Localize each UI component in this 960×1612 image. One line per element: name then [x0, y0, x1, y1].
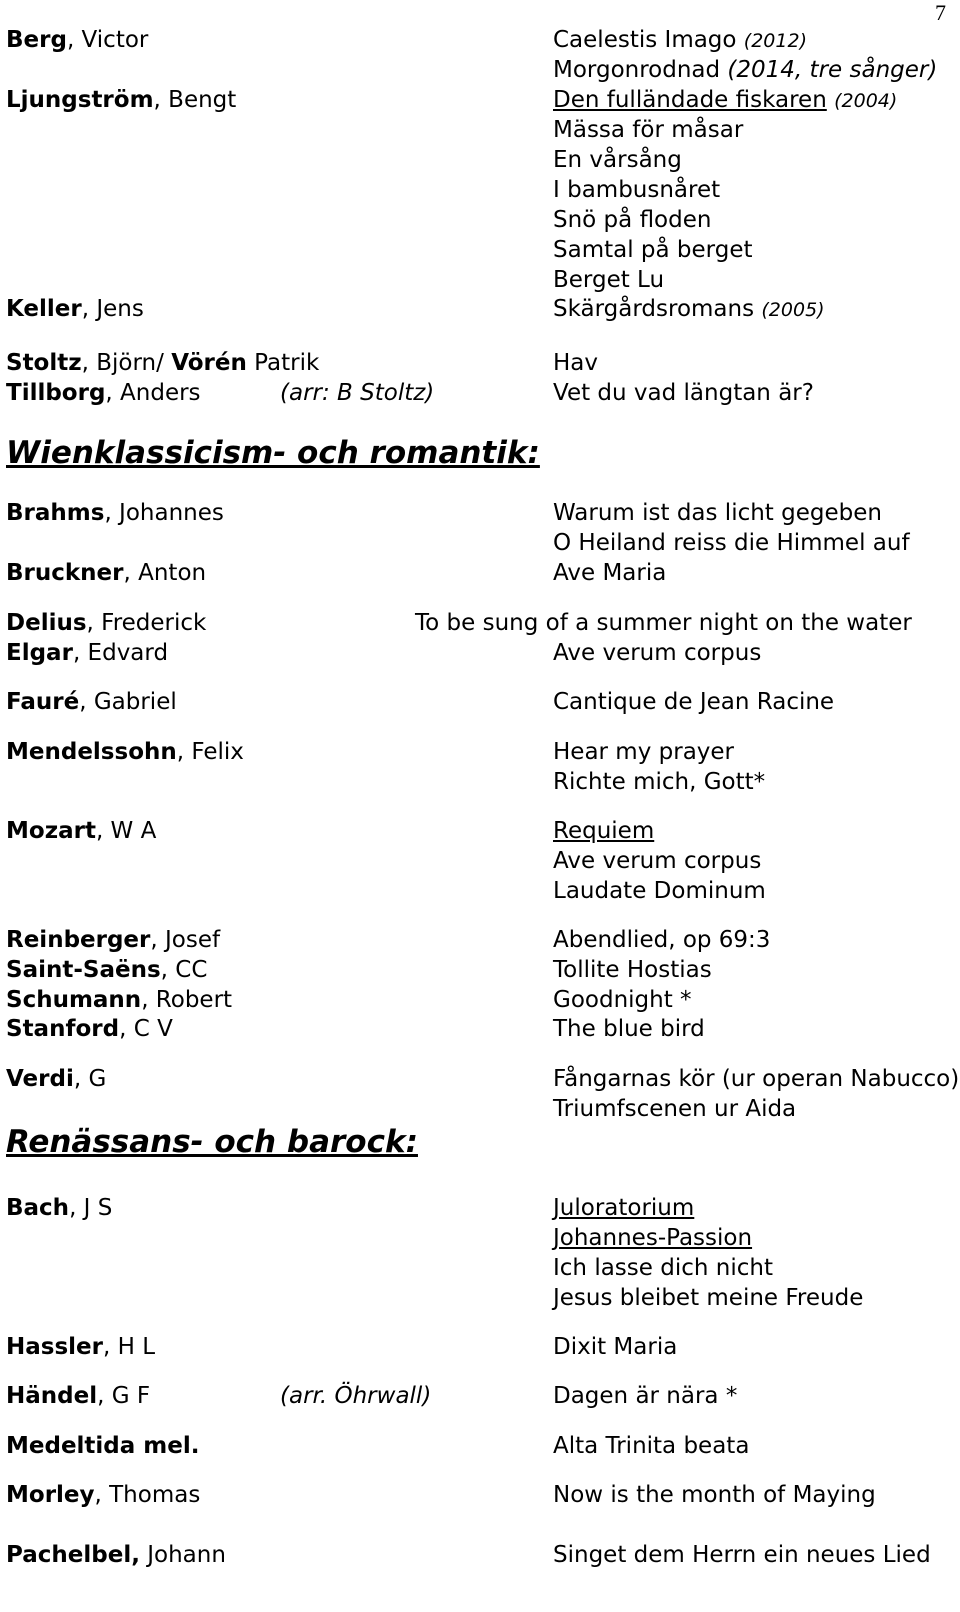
page-number: 7	[935, 0, 946, 25]
composer-pachelbel: Pachelbel, Johann	[6, 1542, 226, 1568]
work-requiem: Requiem	[553, 818, 655, 844]
composer-elgar: Elgar, Edvard	[6, 640, 169, 666]
section-heading-renassans: Renässans- och barock:	[6, 1124, 418, 1160]
work-ich-lasse-dich-nicht: Ich lasse dich nicht	[553, 1255, 773, 1281]
work-now-is-the-month: Now is the month of Maying	[553, 1482, 876, 1508]
arranger-note-ohrwall: (arr. Öhrwall)	[280, 1383, 432, 1409]
composer-ljungstrom: Ljungström, Bengt	[6, 87, 237, 113]
work-dagen-ar-nara: Dagen är nära *	[553, 1383, 738, 1409]
work-skargardsromans: Skärgårdsromans (2005)	[553, 296, 825, 322]
composer-morley: Morley, Thomas	[6, 1482, 201, 1508]
work-caelestis-imago: Caelestis Imago (2012)	[553, 27, 807, 53]
composer-hassler: Hassler, H L	[6, 1334, 156, 1360]
work-alta-trinita-beata: Alta Trinita beata	[553, 1433, 750, 1459]
work-laudate-dominum: Laudate Dominum	[553, 878, 766, 904]
composer-tillborg: Tillborg, Anders	[6, 380, 201, 406]
composer-delius: Delius, Frederick	[6, 610, 207, 636]
composer-bach: Bach, J S	[6, 1195, 113, 1221]
composer-schumann: Schumann, Robert	[6, 987, 233, 1013]
work-tollite-hostias: Tollite Hostias	[553, 957, 712, 983]
work-juloratorium: Juloratorium	[553, 1195, 695, 1221]
work-i-bambusnaret: I bambusnåret	[553, 177, 721, 203]
work-warum-ist-das-licht: Warum ist das licht gegeben	[553, 500, 882, 526]
composer-faure: Fauré, Gabriel	[6, 689, 177, 715]
arranger-note-stoltz: (arr: B Stoltz)	[280, 380, 435, 406]
work-vet-du-vad-langtan-ar: Vet du vad längtan är?	[553, 380, 814, 406]
work-ave-verum-corpus-elgar: Ave verum corpus	[553, 640, 762, 666]
work-sno-pa-floden: Snö på floden	[553, 207, 712, 233]
work-richte-mich-gott: Richte mich, Gott*	[553, 769, 766, 795]
work-hear-my-prayer: Hear my prayer	[553, 739, 735, 765]
composer-handel: Händel, G F	[6, 1383, 151, 1409]
composer-medeltida: Medeltida mel.	[6, 1433, 200, 1459]
work-singet-dem-herrn: Singet dem Herrn ein neues Lied	[553, 1542, 931, 1568]
work-johannes-passion: Johannes-Passion	[553, 1225, 753, 1251]
work-goodnight: Goodnight *	[553, 987, 692, 1013]
work-ave-verum-corpus-mozart: Ave verum corpus	[553, 848, 762, 874]
work-abendlied: Abendlied, op 69:3	[553, 927, 771, 953]
work-jesus-bleibet: Jesus bleibet meine Freude	[553, 1285, 864, 1311]
composer-stanford: Stanford, C V	[6, 1016, 173, 1042]
composer-verdi: Verdi, G	[6, 1066, 107, 1092]
work-triumfscenen: Triumfscenen ur Aida	[553, 1096, 797, 1122]
work-berget-lu: Berget Lu	[553, 267, 665, 293]
composer-brahms: Brahms, Johannes	[6, 500, 224, 526]
work-to-be-sung: To be sung of a summer night on the water	[415, 610, 912, 636]
composer-mozart: Mozart, W A	[6, 818, 157, 844]
work-massa-for-masar: Mässa för måsar	[553, 117, 744, 143]
composer-mendelssohn: Mendelssohn, Felix	[6, 739, 244, 765]
work-ave-maria: Ave Maria	[553, 560, 667, 586]
work-samtal-pa-berget: Samtal på berget	[553, 237, 753, 263]
work-fangarnas-kor: Fångarnas kör (ur operan Nabucco)	[553, 1066, 960, 1092]
work-dixit-maria: Dixit Maria	[553, 1334, 678, 1360]
work-the-blue-bird: The blue bird	[553, 1016, 705, 1042]
composer-keller: Keller, Jens	[6, 296, 144, 322]
composer-berg: Berg, Victor	[6, 27, 149, 53]
composer-bruckner: Bruckner, Anton	[6, 560, 207, 586]
work-en-varsang: En vårsång	[553, 147, 682, 173]
composer-reinberger: Reinberger, Josef	[6, 927, 221, 953]
composer-stoltz-voren: Stoltz, Björn/ Vörén Patrik	[6, 350, 320, 376]
work-cantique-de-jean-racine: Cantique de Jean Racine	[553, 689, 835, 715]
work-morgonrodnad: Morgonrodnad (2014, tre sånger)	[553, 57, 938, 83]
section-heading-wienklassicism: Wienklassicism- och romantik:	[6, 435, 540, 471]
work-den-fullandade-fiskaren: Den fulländade fiskaren (2004)	[553, 87, 898, 113]
work-hav: Hav	[553, 350, 599, 376]
work-o-heiland: O Heiland reiss die Himmel auf	[553, 530, 910, 556]
composer-saint-saens: Saint-Saëns, CC	[6, 957, 208, 983]
